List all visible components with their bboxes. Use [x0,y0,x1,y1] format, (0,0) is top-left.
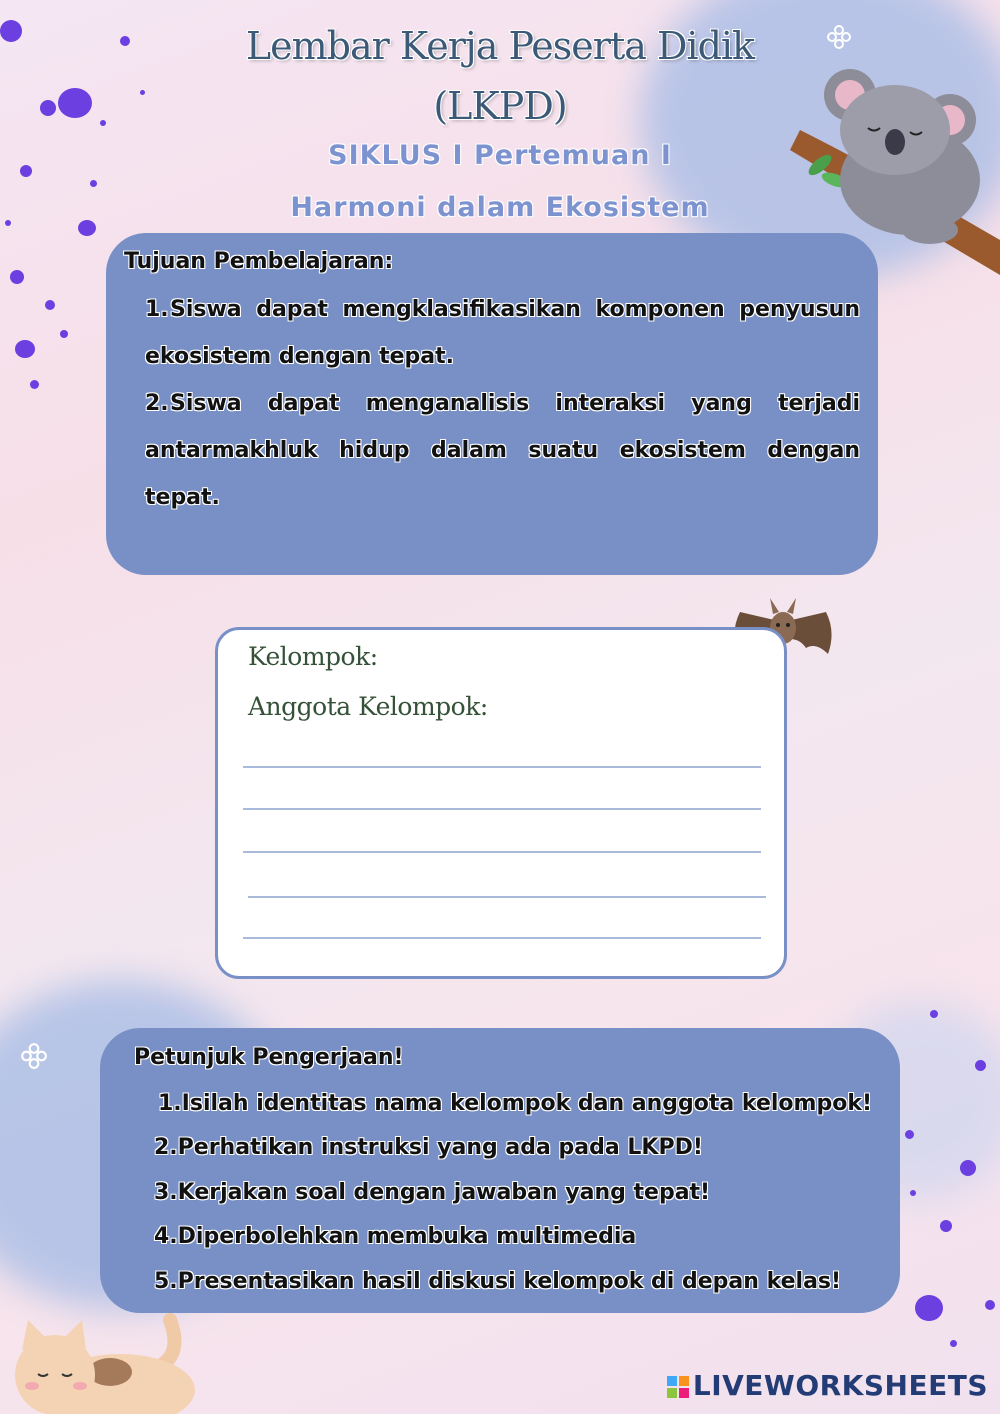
members-label: Anggota Kelompok: [248,692,488,721]
objective-number: 1. [145,297,169,322]
objective-text: Siswa dapat menganalisis interaksi yang terjadi antarmakhluk hidup dalam suatu ekosistem dengan tepat. [145,391,860,510]
member-write-line[interactable] [243,808,761,810]
objective-item [145,380,860,521]
cycle-label: SIKLUS I Pertemuan I [328,140,672,171]
member-write-line[interactable] [243,851,761,853]
instruction-step: 5.Presentasikan hasil diskusi kelompok di depan kelas! [154,1269,842,1294]
member-write-line[interactable] [243,766,761,768]
flower-icon [20,1042,48,1070]
objectives-heading: Tujuan Pembelajaran: [124,249,394,274]
liveworksheets-logo [667,1369,988,1402]
instruction-step: 4.Diperbolehkan membuka multimedia [154,1224,637,1249]
instruction-step: 3.Kerjakan soal dengan jawaban yang tepat! [154,1180,711,1205]
instruction-step: 1.Isilah identitas nama kelompok dan anggota kelompok! [158,1091,872,1116]
member-write-line[interactable] [248,896,766,898]
page-title: Lembar Kerja Peserta Didik [245,24,755,68]
instruction-step: 2.Perhatikan instruksi yang ada pada LKPD! [154,1135,703,1160]
member-write-line[interactable] [243,937,761,939]
page-title-abbrev: (LKPD) [433,84,567,128]
cat-illustration [0,1310,200,1414]
liveworksheets-logo-icon [667,1376,689,1398]
group-identity-card [215,627,787,979]
instructions-heading: Petunjuk Pengerjaan! [134,1045,404,1070]
topic-label: Harmoni dalam Ekosistem [290,192,710,223]
objective-number: 2. [145,391,169,416]
group-label: Kelompok: [248,642,378,671]
objective-item [145,286,860,380]
brand-name: LIVEWORKSHEETS [692,1369,988,1402]
objective-text: Siswa dapat mengklasifikasikan komponen penyusun ekosistem dengan tepat. [145,297,860,369]
